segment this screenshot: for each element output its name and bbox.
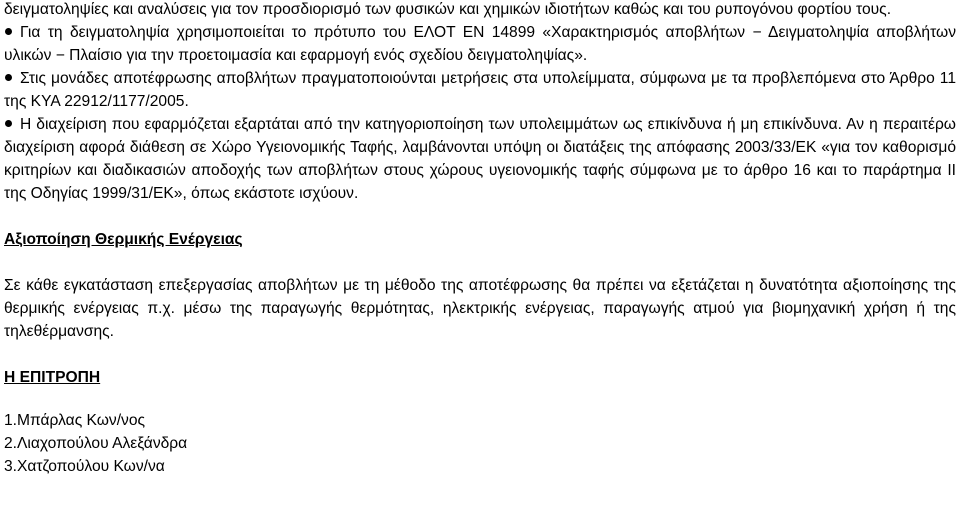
bullet-text: Για τη δειγματοληψία χρησιμοποιείται το πρότυπο του ΕΛΟΤ ΕΝ 14899 «Χαρακτηρισμός αποβλήτων − Δειγματοληψία αποβλήτων υλικών − Πλαίσιο για την προετοιμασία και εφαρμογή ενός σχεδίου δειγματοληψίας». — [4, 24, 956, 64]
committee-heading: Η ΕΠΙΤΡΟΠΗ — [4, 369, 101, 386]
bullet-dot-icon — [5, 28, 12, 35]
bullet-text: Η διαχείριση που εφαρμόζεται εξαρτάται από την κατηγοριοποίηση των υπολειμμάτων ως επικίνδυνα ή μη επικίνδυνα. Αν η περαιτέρω διαχείριση αφορά διάθεση σε Χώρο Υγειονομικής Ταφής, λαμβάνονται υπόψη οι διατάξεις της απόφασης 2003/33/ΕΚ «για τον καθορισμό κριτηρίων και διαδικασιών αποδοχής των αποβλήτων στους χώρους υγειονομικής ταφής σύμφωνα με το άρθρο 16 και το παράρτημα II της Οδηγίας 1999/31/ΕΚ», όπως εκάστοτε ισχύουν. — [4, 116, 956, 202]
section-heading-thermal: Αξιοποίηση Θερμικής Ενέργειας — [4, 231, 243, 248]
thermal-paragraph: Σε κάθε εγκατάσταση επεξεργασίας αποβλήτων με τη μέθοδο της αποτέφρωσης θα πρέπει να εξετάζεται η δυνατότητα αξιοποίησης της θερμικής ενέργειας π.χ. μέσω της παραγωγής θερμότητας, ηλεκτρικής ενέργειας, παραγωγής ατμού για βιομηχανική χρήση ή της τηλεθέρμανσης. — [4, 277, 956, 340]
bullet-text: Στις μονάδες αποτέφρωσης αποβλήτων πραγματοποιούνται μετρήσεις στα υπολείμματα, σύμφωνα με τα προβλεπόμενα στο Άρθρο 11 της ΚΥΑ 22912/1177/2005. — [4, 70, 956, 110]
committee-member-2: 2.Λιαχοπούλου Αλεξάνδρα — [4, 435, 188, 452]
committee-member-1: 1.Μπάρλας Κων/νος — [4, 412, 146, 429]
bullet-item-1 — [4, 21, 956, 67]
document-page — [4, 0, 956, 478]
intro-paragraph: δειγματοληψίες και αναλύσεις για τον προσδιορισμό των φυσικών και χημικών ιδιοτήτων καθώς και του ρυπογόνου φορτίου τους. — [4, 1, 892, 18]
bullet-dot-icon — [5, 74, 12, 81]
bullet-item-3 — [4, 113, 956, 205]
bullet-dot-icon — [5, 120, 12, 127]
bullet-item-2 — [4, 67, 956, 113]
committee-member-3: 3.Χατζοπούλου Κων/να — [4, 458, 165, 475]
